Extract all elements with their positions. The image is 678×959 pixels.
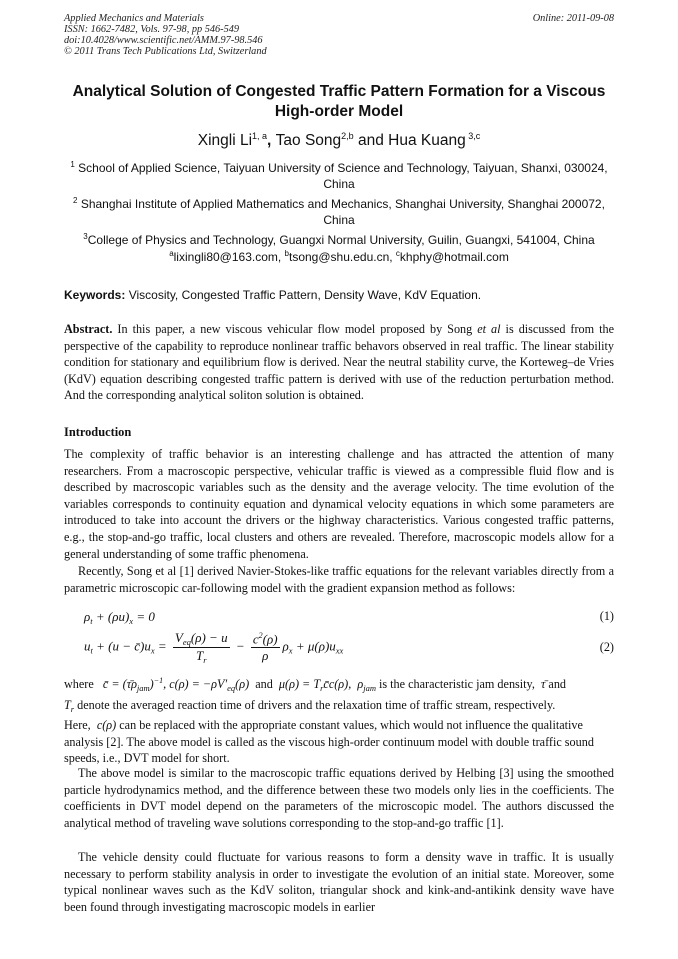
affiliation-text: Shanghai Institute of Applied Mathematics and Mechanics, Shanghai University, Shanghai 200072, China <box>77 197 605 227</box>
math-inline: τ̄ <box>537 677 546 692</box>
author-sup: 3,c <box>465 131 481 141</box>
affiliation-2 <box>64 193 614 228</box>
abstract-label: Abstract. <box>64 322 113 336</box>
affiliation-sup: 2 <box>73 196 78 205</box>
author-name: Hua Kuang <box>388 132 466 150</box>
section-heading-introduction: Introduction <box>64 425 132 439</box>
affiliation-sup: 3 <box>83 232 88 241</box>
author-emails <box>64 249 614 264</box>
author-line <box>64 131 614 150</box>
math-inline: c̄ = $(\taū\rho_{jam})^{-1}$, $c(\rho) = -\rho V'_{eq}(\rho)$ <box>96 676 253 694</box>
text-rest: can be replaced with the appropriate constant values, which would not influence the qualitative analysis [2]. The above model is called as the viscous high-order continuum model with double traffic sound speeds, i.e., DVT model for short. <box>64 718 594 766</box>
text-and: and <box>545 677 567 692</box>
math-inline: c(ρ) <box>93 718 117 733</box>
email-link[interactable]: khphy@hotmail.com <box>399 250 509 264</box>
issn: ISSN: 1662-7482, Vols. 97-98, pp 546-549 <box>64 24 240 35</box>
equation-2: $u_t + (u$ − $c̄)u_x$ = $\frac{V_{eq}(\rho) - u}{T_r}$ − $\frac{c^2(\rho)}{\rho}$ $\rho_x + \mu(\rho)u_{xx}$ <box>84 630 344 665</box>
abstract-text: is discussed from the perspective of the capability to reproduce nonlinear traffic behavors observed in real traffic. The linear stability condition for stationary and equilibrium flow is derived. Near the neutral stability curve, the Korteweg–de Vries (KdV) equation describing congested traffic pattern is derived with use of the reduction perturbation method. And the corresponding analytical soliton solution is obtained. <box>64 322 615 403</box>
author-sup: 2,b <box>341 131 354 141</box>
equation-number-1: (1) <box>599 609 614 623</box>
email-link[interactable]: tsong@shu.edu.cn, <box>289 250 396 264</box>
author-sep: and <box>353 132 389 150</box>
affiliation-text: School of Applied Science, Taiyuan University of Science and Technology, Taiyuan, Shanxi, 030024, China <box>74 161 608 191</box>
journal-name: Applied Mechanics and Materials <box>64 13 204 24</box>
intro-paragraph-3 <box>64 673 614 767</box>
email-link[interactable]: lixingli80@163.com, <box>173 250 285 264</box>
intro-paragraph-1: The complexity of traffic behavior is an interesting challenge and has attracted the attention of many researchers. From a macroscopic perspective, vehicular traffic is viewed as a compressible fluid flow and is described by macroscopic variables such as the density and the average velocity. The time evolution of the variables corresponds to continuity equation and dynamical velocity equations in which some parameters are introduced to take into account the drivers or the highway characteristics. Various congested traffic patterns, e.g., the stop-and-go traffic, local clusters and others are revealed. Therefore, macroscopic models allow for a general understanding of some traffic phenomena. <box>64 447 614 561</box>
text-denote: denote the averaged reaction time of drivers and the relaxation time of traffic stream, respectively. <box>74 697 556 712</box>
abstract <box>64 321 614 404</box>
math-inline: $\mu(\rho) = T_rc̄c(\rho)$, $\rho_{jam}$ <box>275 677 376 694</box>
affiliation-3 <box>64 229 614 248</box>
affiliation-sup: 1 <box>70 160 75 169</box>
copyright: © 2011 Trans Tech Publications Ltd, Switzerland <box>64 46 267 57</box>
text-where: where <box>64 677 94 692</box>
author-sup: 1, a <box>252 131 268 141</box>
equation-1: $\rho_t + (\rho u)_x = 0$ <box>84 609 155 626</box>
text-and: and <box>255 677 273 692</box>
affiliation-text: College of Physics and Technology, Guangxi Normal University, Guilin, Guangxi, 541004, China <box>87 233 595 247</box>
abstract-etal: et al <box>477 322 501 336</box>
email-sup: b <box>284 249 289 258</box>
author-name: Xingli Li <box>197 132 253 150</box>
equation-number-2: (2) <box>599 640 614 654</box>
affiliation-1 <box>64 157 614 192</box>
journal-header <box>64 13 267 57</box>
online-date: Online: 2011-09-08 <box>532 13 614 24</box>
intro-paragraph-5: The vehicle density could fluctuate for various reasons to form a density wave in traffic. It is usually necessary to perform stability analysis in order to investigate the evolution of an initial state. Moreover, some typical nonlinear waves such as the KdV soliton, triangular shock and kink-and-antikink density wave have been found through investigating macroscopic models in earlier <box>64 850 614 914</box>
intro-paragraph-2: Recently, Song et al [1] derived Navier-Stokes-like traffic equations for the relevant variables directly from a parametric microscopic car-following model with the gradient expansion method as follows: <box>64 564 614 595</box>
text-jam: is the characteristic jam density, <box>375 677 535 692</box>
paper-title: Analytical Solution of Congested Traffic Pattern Formation for a Viscous High-order Model <box>72 83 606 120</box>
intro-paragraph-4: The above model is similar to the macroscopic traffic equations derived by Helbing [3] using the smoothed particle hydrodynamics method, and the difference between these two models only lies in the coefficients. The coefficients in DVT model depend on the parameters of the microscopic model. The authors discussed the analytical method of traveling wave solutions corresponding to the stop-and-go traffic [1]. <box>64 766 614 830</box>
doi: doi:10.4028/www.scientific.net/AMM.97-98.546 <box>64 35 263 46</box>
abstract-text: In this paper, a new viscous vehicular flow model proposed by Song <box>112 322 478 336</box>
email-sup: a <box>169 249 174 258</box>
email-sup: c <box>395 249 400 258</box>
keywords <box>64 288 614 302</box>
text-here: Here, <box>64 718 91 733</box>
keywords-text: Viscosity, Congested Traffic Pattern, Density Wave, KdV Equation. <box>125 288 482 302</box>
author-name: Tao Song <box>275 132 342 150</box>
keywords-label: Keywords: <box>64 288 126 302</box>
author-sep: , <box>267 132 276 150</box>
math-inline: $T_r$ <box>64 697 75 714</box>
